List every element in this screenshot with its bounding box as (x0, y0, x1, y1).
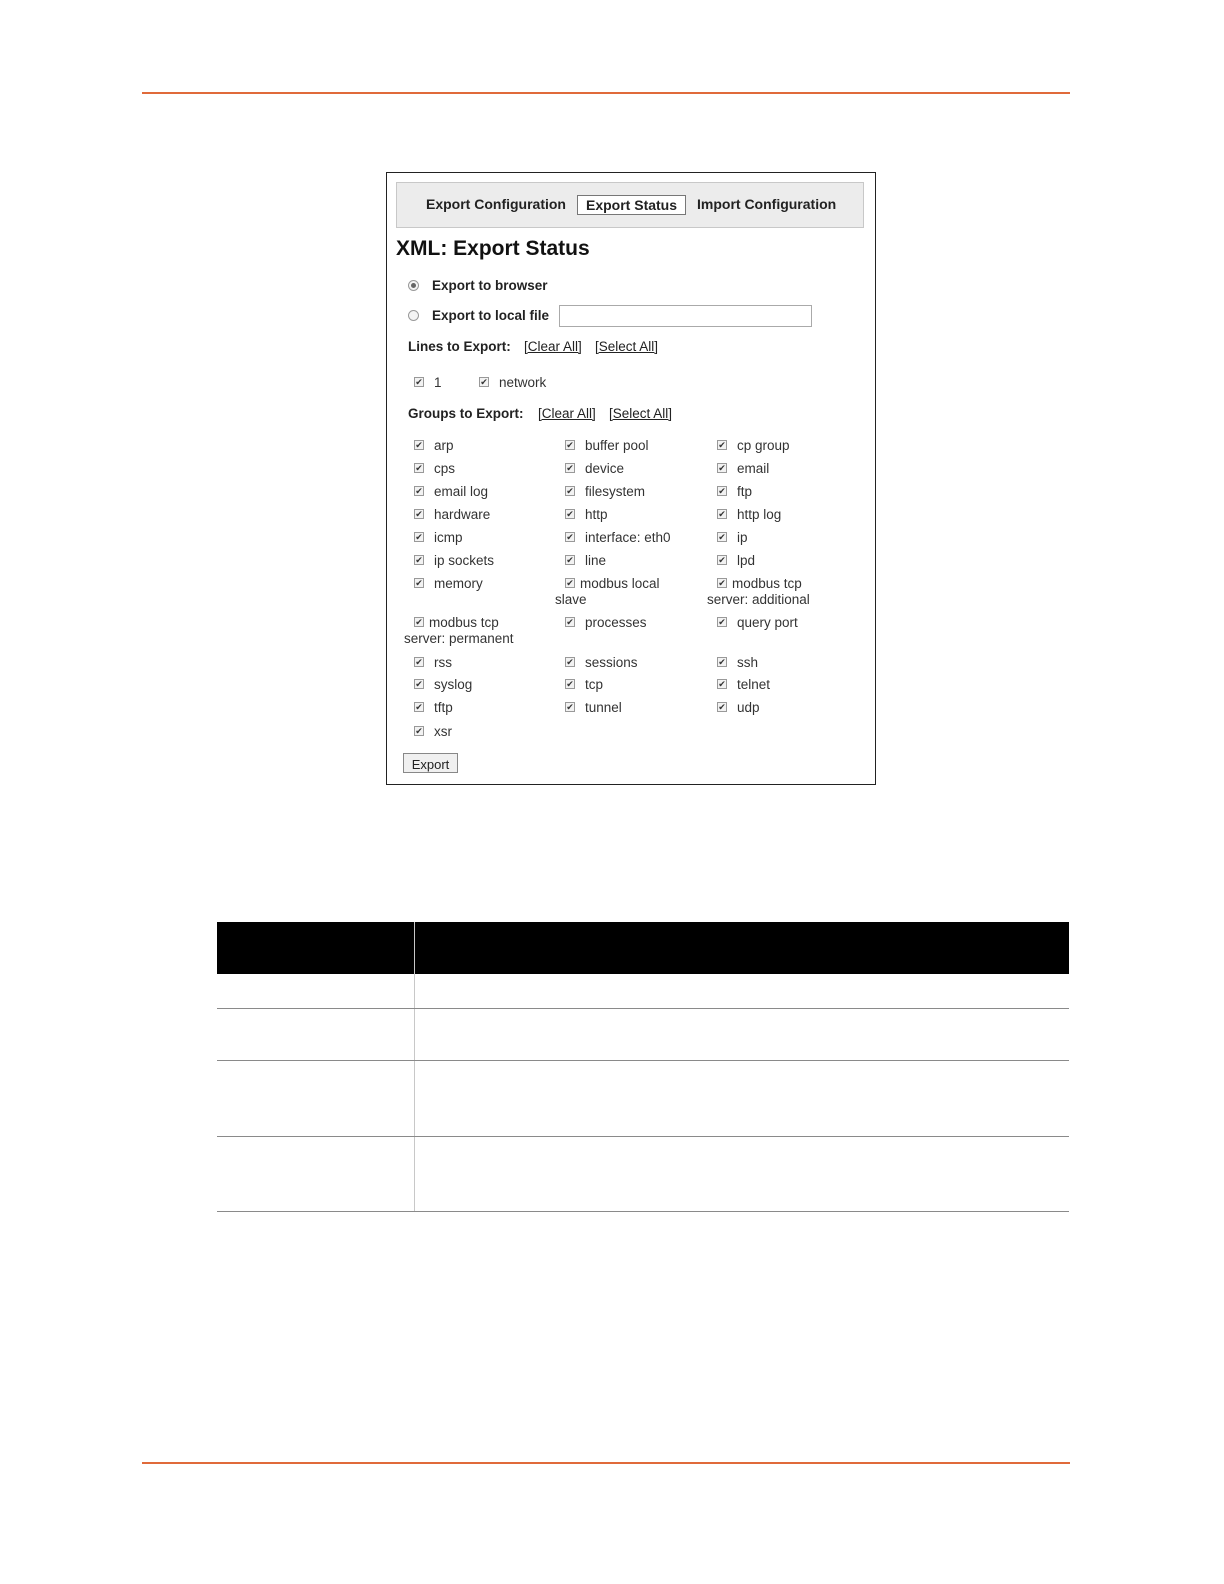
tcp-checkbox[interactable] (565, 679, 575, 689)
ssh-checkbox[interactable] (717, 657, 727, 667)
interface-eth0-checkbox[interactable] (565, 532, 575, 542)
line-checkbox-label: line (585, 553, 607, 568)
lpd-checkbox-label: lpd (737, 553, 756, 568)
device-checkbox-label: device (585, 461, 625, 476)
table-row (217, 1136, 1069, 1211)
table-row (217, 1008, 1069, 1060)
1-checkbox[interactable] (414, 377, 424, 387)
rss-checkbox[interactable] (414, 657, 424, 667)
groups-clear-all-link[interactable]: [Clear All] (538, 406, 596, 421)
icmp-checkbox[interactable] (414, 532, 424, 542)
header-rule (142, 92, 1070, 94)
interface-eth0-checkbox-label: interface: eth0 (585, 530, 671, 545)
ftp-checkbox-label: ftp (737, 484, 753, 499)
page-title: XML: Export Status (396, 237, 590, 260)
modbus-tcp-server-permanent-checkbox-label: modbus tcp server: permanent (404, 615, 514, 646)
tab-bar (396, 182, 864, 228)
buffer-pool-checkbox[interactable] (565, 440, 575, 450)
tftp-checkbox-label: tftp (434, 700, 453, 715)
query-port-checkbox[interactable] (717, 617, 727, 627)
hardware-checkbox[interactable] (414, 509, 424, 519)
device-checkbox[interactable] (565, 463, 575, 473)
modbus-local-slave-checkbox-label: modbus local slave (555, 576, 660, 607)
tunnel-checkbox-label: tunnel (585, 700, 622, 715)
parameter-table (217, 922, 1069, 1212)
ip-sockets-checkbox-label: ip sockets (434, 553, 495, 568)
ip-sockets-checkbox[interactable] (414, 555, 424, 565)
arp-checkbox-label: arp (434, 438, 454, 453)
ssh-checkbox-label: ssh (737, 655, 759, 670)
filesystem-checkbox-label: filesystem (585, 484, 646, 499)
tab-export-configuration[interactable]: Export Configuration (426, 196, 566, 212)
footer-rule (142, 1462, 1070, 1464)
tab-import-configuration[interactable]: Import Configuration (697, 196, 837, 212)
export-to-local-file-option[interactable] (408, 306, 549, 324)
export-to-browser-option[interactable] (408, 276, 548, 294)
http-checkbox[interactable] (565, 509, 575, 519)
sessions-checkbox[interactable] (565, 657, 575, 667)
cps-checkbox-label: cps (434, 461, 456, 476)
cp-group-checkbox-label: cp group (737, 438, 790, 453)
ftp-checkbox[interactable] (717, 486, 727, 496)
processes-checkbox[interactable] (565, 617, 575, 627)
export-to-browser-radio[interactable] (408, 280, 419, 291)
arp-checkbox[interactable] (414, 440, 424, 450)
local-file-input[interactable] (559, 305, 812, 327)
lines-clear-all-link[interactable]: [Clear All] (524, 339, 582, 354)
cp-group-checkbox[interactable] (717, 440, 727, 450)
sessions-checkbox-label: sessions (585, 655, 638, 670)
groups-select-all-link[interactable]: [Select All] (609, 406, 673, 421)
lines-to-export-label: Lines to Export: (408, 339, 511, 354)
ip-checkbox[interactable] (717, 532, 727, 542)
network-checkbox-label: network (499, 375, 547, 390)
export-to-local-file-radio[interactable] (408, 310, 419, 321)
groups-to-export-label: Groups to Export: (408, 406, 524, 421)
syslog-checkbox-label: syslog (434, 677, 473, 692)
udp-checkbox-label: udp (737, 700, 760, 715)
ip-checkbox-label: ip (737, 530, 748, 545)
syslog-checkbox[interactable] (414, 679, 424, 689)
lpd-checkbox[interactable] (717, 555, 727, 565)
xml-export-status-screenshot (386, 172, 876, 785)
export-button[interactable]: Export (403, 753, 458, 773)
http-checkbox-label: http (585, 507, 608, 522)
xsr-checkbox-label: xsr (434, 724, 452, 739)
table-row (217, 974, 1069, 1008)
memory-checkbox-label: memory (434, 576, 483, 591)
buffer-pool-checkbox-label: buffer pool (585, 438, 649, 453)
filesystem-checkbox[interactable] (565, 486, 575, 496)
hardware-checkbox-label: hardware (434, 507, 491, 522)
tftp-checkbox[interactable] (414, 702, 424, 712)
processes-checkbox-label: processes (585, 615, 647, 630)
export-to-local-file-label: Export to local file (432, 307, 550, 323)
icmp-checkbox-label: icmp (434, 530, 463, 545)
table-row (217, 1060, 1069, 1136)
email-log-checkbox-label: email log (434, 484, 489, 499)
1-checkbox-label: 1 (434, 375, 442, 390)
modbus-tcp-server-additional-checkbox-label: modbus tcp server: additional (707, 576, 810, 607)
email-log-checkbox[interactable] (414, 486, 424, 496)
http-log-checkbox-label: http log (737, 507, 782, 522)
email-checkbox[interactable] (717, 463, 727, 473)
table-header-row (217, 922, 1069, 974)
telnet-checkbox[interactable] (717, 679, 727, 689)
memory-checkbox[interactable] (414, 578, 424, 588)
tunnel-checkbox[interactable] (565, 702, 575, 712)
lines-select-all-link[interactable]: [Select All] (595, 339, 659, 354)
tab-export-status[interactable]: Export Status (577, 195, 686, 215)
udp-checkbox[interactable] (717, 702, 727, 712)
line-checkbox[interactable] (565, 555, 575, 565)
telnet-checkbox-label: telnet (737, 677, 771, 692)
tcp-checkbox-label: tcp (585, 677, 604, 692)
query-port-checkbox-label: query port (737, 615, 798, 630)
http-log-checkbox[interactable] (717, 509, 727, 519)
xsr-checkbox[interactable] (414, 726, 424, 736)
network-checkbox[interactable] (479, 377, 489, 387)
rss-checkbox-label: rss (434, 655, 452, 670)
cps-checkbox[interactable] (414, 463, 424, 473)
email-checkbox-label: email (737, 461, 770, 476)
export-to-browser-label: Export to browser (432, 277, 548, 293)
